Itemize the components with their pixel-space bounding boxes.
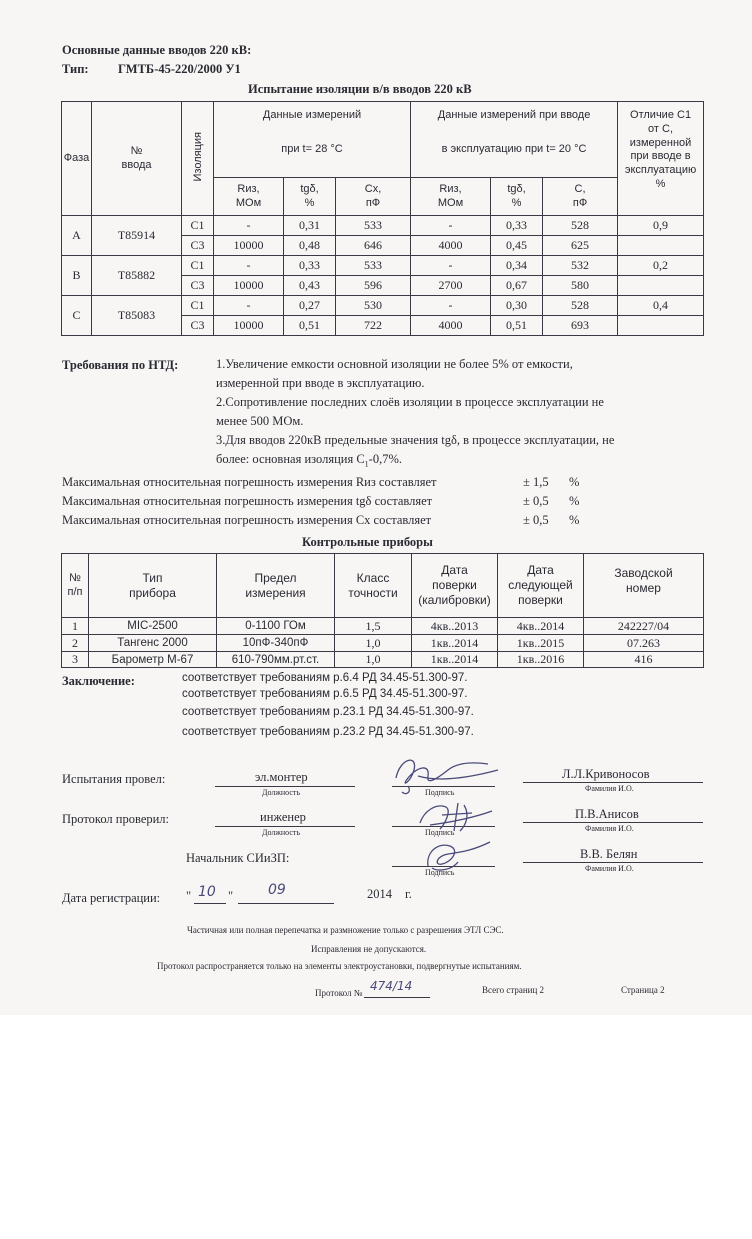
serial-cell: 07.263 <box>584 635 704 652</box>
signature-1-icon <box>378 748 518 798</box>
conclusion-line: соответствует требованиям р.6.4 РД 34.45-51.300-97. <box>182 672 468 684</box>
insulation-cell: С1 <box>182 296 214 316</box>
insulation-cell: С1 <box>182 216 214 236</box>
instruments-table <box>61 553 704 668</box>
type-cell: Тангенс 2000 <box>89 635 217 652</box>
header-cx: Сх, пФ <box>336 178 411 216</box>
instruments-title: Контрольные приборы <box>302 535 433 549</box>
header-line1: Основные данные вводов 220 кВ: <box>62 43 252 57</box>
position-caption: Должность <box>262 828 301 837</box>
tg-cell: 0,27 <box>284 296 336 316</box>
error-line-riz: Максимальная относительная погрешность измерения Rиз составляет <box>62 475 437 489</box>
insulation-cell: С1 <box>182 256 214 276</box>
c-commission-cell: 528 <box>543 296 618 316</box>
riz-cell: - <box>214 216 284 236</box>
c-commission-cell: 532 <box>543 256 618 276</box>
header-tg: tgδ, % <box>284 178 336 216</box>
header-next-date: Дата следующей поверки <box>498 554 584 618</box>
no-cell: 1 <box>62 618 89 635</box>
tested-name: Л.Л.Кривоносов <box>562 767 650 781</box>
name-caption: Фамилия И.О. <box>585 784 634 793</box>
next-cell: 1кв..2016 <box>498 652 584 668</box>
chief-label: Начальник СИиЗП: <box>186 851 290 865</box>
c-commission-cell: 693 <box>543 316 618 336</box>
class-cell: 1,0 <box>335 635 412 652</box>
next-cell: 1кв..2015 <box>498 635 584 652</box>
conclusion-label: Заключение: <box>62 674 135 688</box>
phase-cell: В <box>62 256 92 296</box>
riz-cell: 10000 <box>214 236 284 256</box>
conclusion-line: соответствует требованиям р.23.2 РД 34.45-51.300-97. <box>182 726 474 738</box>
requirement-line: 1.Увеличение емкости основной изоляции не более 5% от емкости, <box>216 357 573 371</box>
riz-commission-cell: - <box>411 296 491 316</box>
c-commission-cell: 580 <box>543 276 618 296</box>
error-unit: % <box>569 494 580 508</box>
tg-cell: 0,48 <box>284 236 336 256</box>
serial-cell: 242227/04 <box>584 618 704 635</box>
riz-cell: 10000 <box>214 276 284 296</box>
no-cell: 3 <box>62 652 89 668</box>
header-riz-commission: Rиз, МОм <box>411 178 491 216</box>
tested-label: Испытания провел: <box>62 772 166 786</box>
header-riz: Rиз, МОм <box>214 178 284 216</box>
error-value: ± 0,5 <box>523 513 549 527</box>
header-insulation: Изоляция <box>182 102 214 216</box>
signature-caption: Подпись <box>425 788 455 797</box>
header-difference: Отличие С1 от С, измеренной при вводе в эксплуатацию % <box>618 102 704 216</box>
riz-commission-cell: 4000 <box>411 316 491 336</box>
signature-2-icon <box>400 795 500 837</box>
riz-commission-cell: - <box>411 216 491 236</box>
cx-cell: 722 <box>336 316 411 336</box>
registration-label: Дата регистрации: <box>62 891 161 905</box>
check-cell: 1кв..2014 <box>412 635 498 652</box>
tg-cell: 0,31 <box>284 216 336 236</box>
c-commission-cell: 625 <box>543 236 618 256</box>
insulation-cell: С3 <box>182 236 214 256</box>
header-commissioning: Данные измерений при вводе в эксплуатацию при t= 20 °С <box>411 102 618 178</box>
header-class: Класс точности <box>335 554 412 618</box>
footer-line2: Исправления не допускаются. <box>311 944 427 954</box>
tg-commission-cell: 0,33 <box>491 216 543 236</box>
input-cell: Т85914 <box>92 216 182 256</box>
quote-close: " <box>228 889 234 903</box>
riz-commission-cell: - <box>411 256 491 276</box>
footer-line3: Протокол распространяется только на элементы электроустановки, подвергнутые испытаниям. <box>157 961 522 971</box>
header-measurements: Данные измерений при t= 28 °С <box>214 102 411 178</box>
error-value: ± 1,5 <box>523 475 549 489</box>
diff-cell-empty <box>618 236 704 256</box>
check-cell: 4кв..2013 <box>412 618 498 635</box>
requirements-label: Требования по НТД: <box>62 358 179 372</box>
checked-name: П.В.Анисов <box>575 807 639 821</box>
riz-cell: 10000 <box>214 316 284 336</box>
phase-cell: С <box>62 296 92 336</box>
insulation-table <box>61 101 704 336</box>
header-no: № п/п <box>62 554 89 618</box>
header-serial: Заводской номер <box>584 554 704 618</box>
checked-label: Протокол проверил: <box>62 812 170 826</box>
header-tg-commission: tgδ, % <box>491 178 543 216</box>
input-cell: Т85083 <box>92 296 182 336</box>
conclusion-line: соответствует требованиям р.23.1 РД 34.45-51.300-97. <box>182 706 474 718</box>
footer-line1: Частичная или полная перепечатка и размножение только с разрешения ЭТЛ СЭС. <box>187 925 504 935</box>
range-cell: 0-1100 ГОм <box>217 618 335 635</box>
total-pages: Всего страниц 2 <box>482 985 545 995</box>
error-line-cx: Максимальная относительная погрешность измерения Сх составляет <box>62 513 432 527</box>
error-value: ± 0,5 <box>523 494 549 508</box>
registration-year: 2014 <box>367 887 392 901</box>
class-cell: 1,5 <box>335 618 412 635</box>
next-cell: 4кв..2014 <box>498 618 584 635</box>
tg-commission-cell: 0,51 <box>491 316 543 336</box>
riz-cell: - <box>214 296 284 316</box>
type-value: ГМТБ-45-220/2000 У1 <box>118 62 241 76</box>
page-number: Страница 2 <box>621 985 665 995</box>
requirement-line: измеренной при вводе в эксплуатацию. <box>216 376 425 390</box>
riz-commission-cell: 2700 <box>411 276 491 296</box>
phase-cell: А <box>62 216 92 256</box>
tg-cell: 0,33 <box>284 256 336 276</box>
riz-commission-cell: 4000 <box>411 236 491 256</box>
table-row <box>62 296 704 316</box>
registration-year-suffix: г. <box>405 887 412 901</box>
table-row <box>62 652 704 668</box>
requirement-line: 3.Для вводов 220кВ предельные значения tgδ, в процессе эксплуатации, не <box>216 433 615 447</box>
no-cell: 2 <box>62 635 89 652</box>
type-cell: MIC-2500 <box>89 618 217 635</box>
registration-day: 10 <box>198 884 216 900</box>
signature-caption: Подпись <box>425 828 455 837</box>
error-line-tg: Максимальная относительная погрешность измерения tgδ составляет <box>62 494 433 508</box>
name-caption: Фамилия И.О. <box>585 824 634 833</box>
insulation-cell: С3 <box>182 316 214 336</box>
table-row <box>62 618 704 635</box>
signature-caption: Подпись <box>425 868 455 877</box>
error-unit: % <box>569 475 580 489</box>
tested-position: эл.монтер <box>255 770 308 784</box>
registration-month: 09 <box>268 882 286 898</box>
tg-commission-cell: 0,34 <box>491 256 543 276</box>
insulation-cell: С3 <box>182 276 214 296</box>
name-caption: Фамилия И.О. <box>585 864 634 873</box>
cx-cell: 596 <box>336 276 411 296</box>
requirement-line-6: более: основная изоляция $С_1-0,7\%$. <box>216 452 402 469</box>
protocol-label: Протокол № <box>315 988 363 998</box>
check-cell: 1кв..2014 <box>412 652 498 668</box>
header-range: Предел измерения <box>217 554 335 618</box>
chief-name: В.В. Белян <box>580 847 638 861</box>
cx-cell: 533 <box>336 216 411 236</box>
tg-cell: 0,43 <box>284 276 336 296</box>
table-row <box>62 635 704 652</box>
range-cell: 610-790мм.рт.ст. <box>217 652 335 668</box>
c-commission-cell: 528 <box>543 216 618 236</box>
requirement-line: 2.Сопротивление последних слоёв изоляции в процессе эксплуатации не <box>216 395 604 409</box>
diff-cell: 0,2 <box>618 256 704 276</box>
header-c-commission: С, пФ <box>543 178 618 216</box>
quote-open: " <box>186 889 192 903</box>
diff-cell: 0,9 <box>618 216 704 236</box>
position-caption: Должность <box>262 788 301 797</box>
header-type: Тип прибора <box>89 554 217 618</box>
checked-position: инженер <box>260 810 306 824</box>
table-row <box>62 256 704 276</box>
type-label: Тип: <box>62 62 89 76</box>
table-row <box>62 216 704 236</box>
tg-cell: 0,51 <box>284 316 336 336</box>
range-cell: 10пФ-340пФ <box>217 635 335 652</box>
header-check-date: Дата поверки (калибровки) <box>412 554 498 618</box>
table-title: Испытание изоляции в/в вводов 220 кВ <box>248 82 472 96</box>
cx-cell: 530 <box>336 296 411 316</box>
input-cell: Т85882 <box>92 256 182 296</box>
signature-3-icon <box>408 832 498 874</box>
tg-commission-cell: 0,67 <box>491 276 543 296</box>
conclusion-line: соответствует требованиям р.6.5 РД 34.45-51.300-97. <box>182 688 468 700</box>
class-cell: 1,0 <box>335 652 412 668</box>
header-input-no: № ввода <box>92 102 182 216</box>
riz-cell: - <box>214 256 284 276</box>
requirement-line: менее 500 МОм. <box>216 414 304 428</box>
type-cell: Барометр М-67 <box>89 652 217 668</box>
tg-commission-cell: 0,30 <box>491 296 543 316</box>
cx-cell: 533 <box>336 256 411 276</box>
error-unit: % <box>569 513 580 527</box>
diff-cell-empty <box>618 316 704 336</box>
cx-cell: 646 <box>336 236 411 256</box>
header-phase: Фаза <box>62 102 92 216</box>
tg-commission-cell: 0,45 <box>491 236 543 256</box>
protocol-number: 474/14 <box>370 979 413 993</box>
serial-cell: 416 <box>584 652 704 668</box>
diff-cell: 0,4 <box>618 296 704 316</box>
diff-cell-empty <box>618 276 704 296</box>
